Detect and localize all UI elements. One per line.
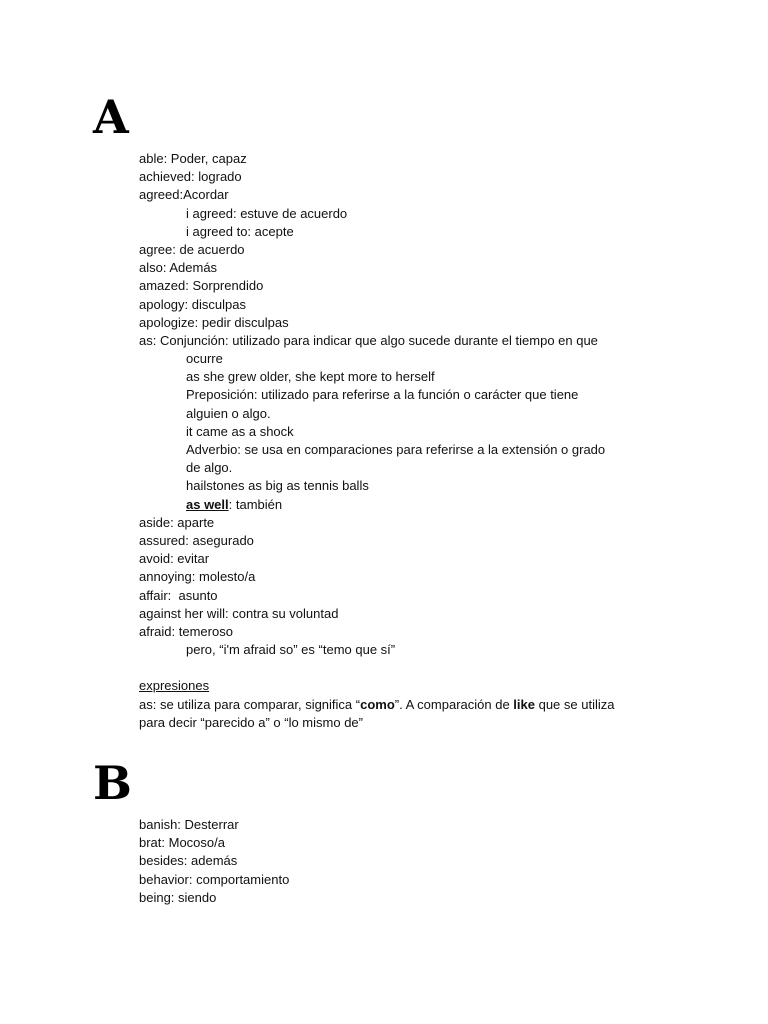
section-b-entries (139, 816, 679, 907)
entry-achieved: achieved: logrado (139, 169, 242, 185)
entry-as-preposicion: Preposición: utilizado para referirse a la función o carácter que tiene (186, 387, 579, 403)
entry-afraid-note: pero, “i'm afraid so” es “temo que sí” (186, 642, 396, 658)
expression-text: que se utiliza (534, 696, 615, 712)
entry-as-conjuncion: as: Conjunción: utilizado para indicar que algo sucede durante el tiempo en que (139, 332, 598, 348)
entry-as-adverbio: Adverbio: se usa en comparaciones para referirse a la extensión o grado (186, 442, 606, 457)
entry-as-adverbio-cont: de algo. (186, 460, 233, 476)
expression-as-line-2: para decir “parecido a” o “lo mismo de” (139, 714, 363, 730)
entry-apologize: apologize: pedir disculpas (139, 314, 289, 330)
example-hailstones: hailstones as big as tennis balls (186, 478, 369, 494)
expression-bold-como: como (360, 696, 395, 712)
expression-text: as: se utiliza para comparar, significa “ (139, 696, 361, 712)
entry-against-her-will: against her will: contra su voluntad (139, 605, 339, 621)
as-well-term: as well (186, 496, 229, 512)
entry-agreed: agreed:Acordar (139, 187, 229, 203)
entry-apology: apology: disculpas (139, 296, 246, 312)
entry-agree: agree: de acuerdo (139, 241, 245, 257)
entry-annoying: annoying: molesto/a (139, 569, 256, 585)
entry-brat: brat: Mocoso/a (139, 835, 225, 851)
entry-avoid: avoid: evitar (139, 551, 210, 567)
example-as-she-grew-older: as she grew older, she kept more to herself (186, 369, 435, 385)
entry-aside: aside: aparte (139, 514, 215, 530)
entry-as-well (139, 496, 679, 514)
entry-besides: besides: además (139, 853, 238, 869)
entry-also: also: Además (139, 260, 218, 276)
spacer (139, 659, 679, 677)
entry-i-agreed-to: i agreed to: acepte (186, 223, 294, 239)
section-a-entries (139, 150, 679, 732)
expression-as-line-1 (139, 696, 679, 714)
as-well-definition: : también (228, 496, 283, 512)
entry-as-conjuncion-cont: ocurre (186, 351, 223, 367)
entry-able: able: Poder, capaz (139, 151, 247, 166)
expression-bold-like: like (513, 696, 535, 712)
entry-banish: banish: Desterrar (139, 817, 239, 832)
section-letter-a: A (93, 90, 128, 144)
entry-affair: affair: asunto (139, 587, 218, 603)
example-it-came-as-a-shock: it came as a shock (186, 423, 294, 439)
entry-afraid: afraid: temeroso (139, 623, 233, 639)
expression-text: ”. A comparación de (394, 696, 514, 712)
expressions-heading: expresiones (139, 678, 210, 694)
entry-i-agreed: i agreed: estuve de acuerdo (186, 205, 348, 221)
entry-being: being: siendo (139, 889, 217, 905)
entry-as-preposicion-cont: alguien o algo. (186, 405, 271, 421)
entry-behavior: behavior: comportamiento (139, 871, 290, 887)
section-letter-b: B (93, 756, 131, 810)
entry-assured: assured: asegurado (139, 532, 254, 548)
entry-amazed: amazed: Sorprendido (139, 278, 264, 294)
